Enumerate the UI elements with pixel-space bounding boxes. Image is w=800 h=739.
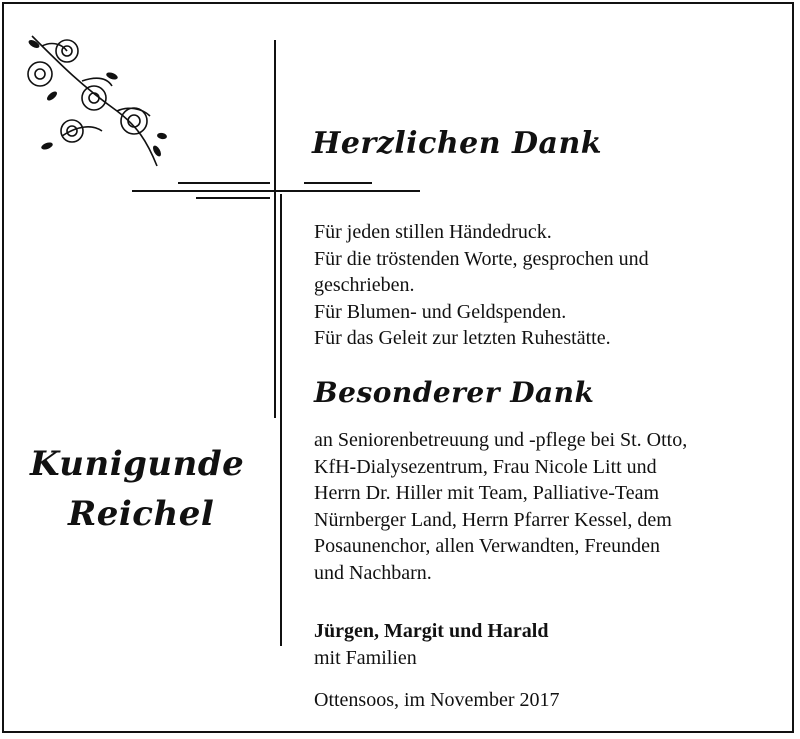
heading-thanks: Herzlichen Dank	[312, 126, 603, 161]
thanks-line: Für das Geleit zur letzten Ruhestätte.	[314, 327, 611, 349]
special-thanks-line: Nürnberger Land, Herrn Pfarrer Kessel, dem	[314, 508, 672, 531]
place-date: Ottensoos, im November 2017	[314, 689, 560, 711]
obituary-frame	[2, 2, 794, 733]
special-thanks-line: Herrn Dr. Hiller mit Team, Palliative-Team	[314, 482, 660, 504]
rose-branch-icon	[22, 26, 172, 176]
signatories: Jürgen, Margit und Harald	[314, 620, 549, 642]
deceased-last-name: Reichel	[68, 494, 215, 534]
thanks-text	[314, 219, 649, 352]
special-thanks-text	[314, 427, 687, 586]
thanks-line: Für jeden stillen Händedruck.	[314, 221, 552, 243]
deceased-first-name: Kunigunde	[30, 444, 245, 484]
special-thanks-line: und Nachbarn.	[314, 561, 432, 584]
special-thanks-line: Posaunenchor, allen Verwandten, Freunden	[314, 535, 660, 557]
thanks-line: geschrieben.	[314, 274, 415, 296]
heading-special-thanks: Besonderer Dank	[314, 376, 595, 409]
special-thanks-line: KfH-Dialysezentrum, Frau Nicole Litt und	[314, 455, 657, 478]
thanks-line: Für die tröstenden Worte, gesprochen und	[314, 247, 649, 270]
signatories-sub: mit Familien	[314, 647, 417, 669]
thanks-line: Für Blumen- und Geldspenden.	[314, 300, 567, 323]
special-thanks-line: an Seniorenbetreuung und -pflege bei St. Otto,	[314, 429, 688, 451]
